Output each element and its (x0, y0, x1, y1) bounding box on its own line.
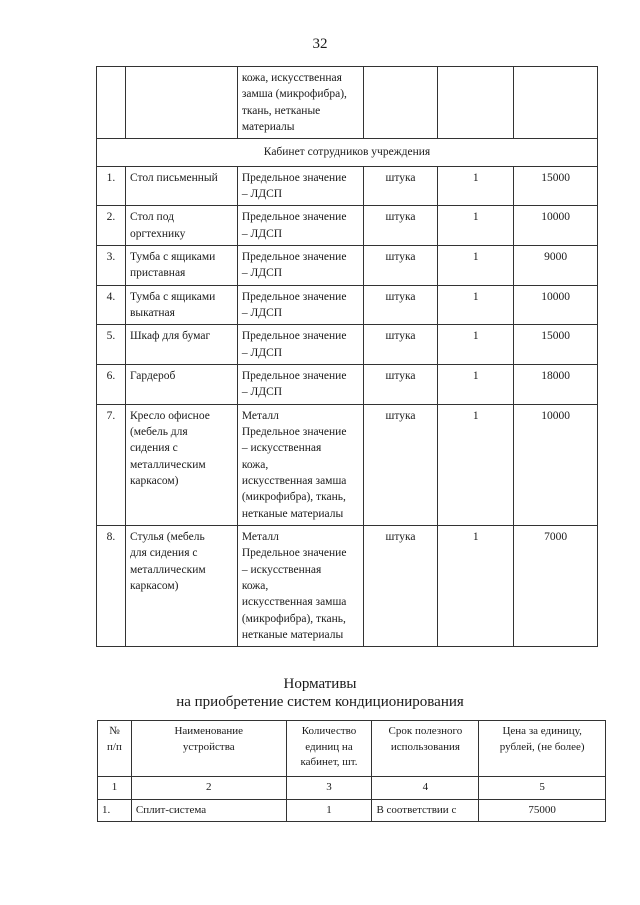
row-number: 3. (97, 245, 126, 285)
row-number: 7. (97, 404, 126, 525)
column-index: 1 (98, 777, 132, 800)
item-quantity: 1 (438, 206, 514, 246)
air-conditioning-table (97, 720, 606, 822)
ac-name: Сплит-система (131, 799, 286, 822)
item-price: 9000 (514, 245, 598, 285)
item-price: 10000 (514, 206, 598, 246)
item-name: Гардероб (125, 364, 237, 404)
item-price: 18000 (514, 364, 598, 404)
item-unit: штука (363, 325, 438, 365)
ac-norms-title: Нормативы (283, 676, 357, 692)
material-cell: кожа, искусственная замша (микрофибра), ткань, нетканые материалы (237, 67, 363, 139)
table-row (97, 206, 598, 246)
item-name: Кресло офисное (мебель для сидения с металлическим каркасом) (125, 404, 237, 525)
index-row (98, 777, 606, 800)
column-header: Срок полезного использования (372, 721, 479, 777)
column-index: 3 (286, 777, 372, 800)
row-number: 4. (97, 285, 126, 325)
row-number: 2. (97, 206, 126, 246)
row-number: 8. (97, 525, 126, 646)
ac-term: В соответствии с (372, 799, 479, 822)
row-number: 5. (97, 325, 126, 365)
item-unit: штука (363, 525, 438, 646)
table-row (97, 325, 598, 365)
item-material: Предельное значение – ЛДСП (237, 285, 363, 325)
page-number: 32 (312, 36, 328, 52)
column-index: 2 (131, 777, 286, 800)
table-row (97, 404, 598, 525)
column-index: 5 (479, 777, 606, 800)
table-row (97, 166, 598, 206)
item-unit: штука (363, 206, 438, 246)
item-quantity: 1 (438, 285, 514, 325)
item-material: Предельное значение – ЛДСП (237, 325, 363, 365)
item-material: Металл Предельное значение – искусственная кожа, искусственная замша (микрофибра), ткань, нетканые материалы (237, 404, 363, 525)
item-price: 10000 (514, 285, 598, 325)
row-number: 1. (97, 166, 126, 206)
table-row (97, 525, 598, 646)
item-name: Шкаф для бумаг (125, 325, 237, 365)
column-index: 4 (372, 777, 479, 800)
item-name: Тумба с ящиками выкатная (125, 285, 237, 325)
ac-norms-subtitle: на приобретение систем кондиционирования (176, 694, 464, 710)
table-row (98, 799, 606, 822)
section-title: Кабинет сотрудников учреждения (97, 139, 598, 166)
furniture-norms-table (96, 66, 598, 647)
item-material: Предельное значение – ЛДСП (237, 166, 363, 206)
item-unit: штука (363, 404, 438, 525)
ac-price: 75000 (479, 799, 606, 822)
item-unit: штука (363, 245, 438, 285)
item-name: Тумба с ящиками приставная (125, 245, 237, 285)
item-quantity: 1 (438, 325, 514, 365)
item-material: Металл Предельное значение – искусственная кожа, искусственная замша (микрофибра), ткань, нетканые материалы (237, 525, 363, 646)
item-unit: штука (363, 364, 438, 404)
item-price: 7000 (514, 525, 598, 646)
column-header: Цена за единицу, рублей, (не более) (479, 721, 606, 777)
item-price: 15000 (514, 325, 598, 365)
item-quantity: 1 (438, 245, 514, 285)
table-row-continued (97, 67, 598, 139)
item-name: Стол письменный (125, 166, 237, 206)
item-price: 15000 (514, 166, 598, 206)
table-row (97, 245, 598, 285)
section-header-row (97, 139, 598, 166)
header-row (98, 721, 606, 777)
row-number: 6. (97, 364, 126, 404)
item-unit: штука (363, 285, 438, 325)
item-material: Предельное значение – ЛДСП (237, 245, 363, 285)
item-material: Предельное значение – ЛДСП (237, 364, 363, 404)
item-quantity: 1 (438, 166, 514, 206)
column-header: Наименование устройства (131, 721, 286, 777)
item-name: Стол под оргтехнику (125, 206, 237, 246)
table-row (97, 285, 598, 325)
column-header: Количество единиц на кабинет, шт. (286, 721, 372, 777)
item-quantity: 1 (438, 404, 514, 525)
item-quantity: 1 (438, 525, 514, 646)
item-unit: штука (363, 166, 438, 206)
ac-qty: 1 (286, 799, 372, 822)
ac-num: 1. (98, 799, 132, 822)
column-header: № п/п (98, 721, 132, 777)
table-row (97, 364, 598, 404)
item-material: Предельное значение – ЛДСП (237, 206, 363, 246)
item-price: 10000 (514, 404, 598, 525)
item-quantity: 1 (438, 364, 514, 404)
item-name: Стулья (мебель для сидения с металлическим каркасом) (125, 525, 237, 646)
